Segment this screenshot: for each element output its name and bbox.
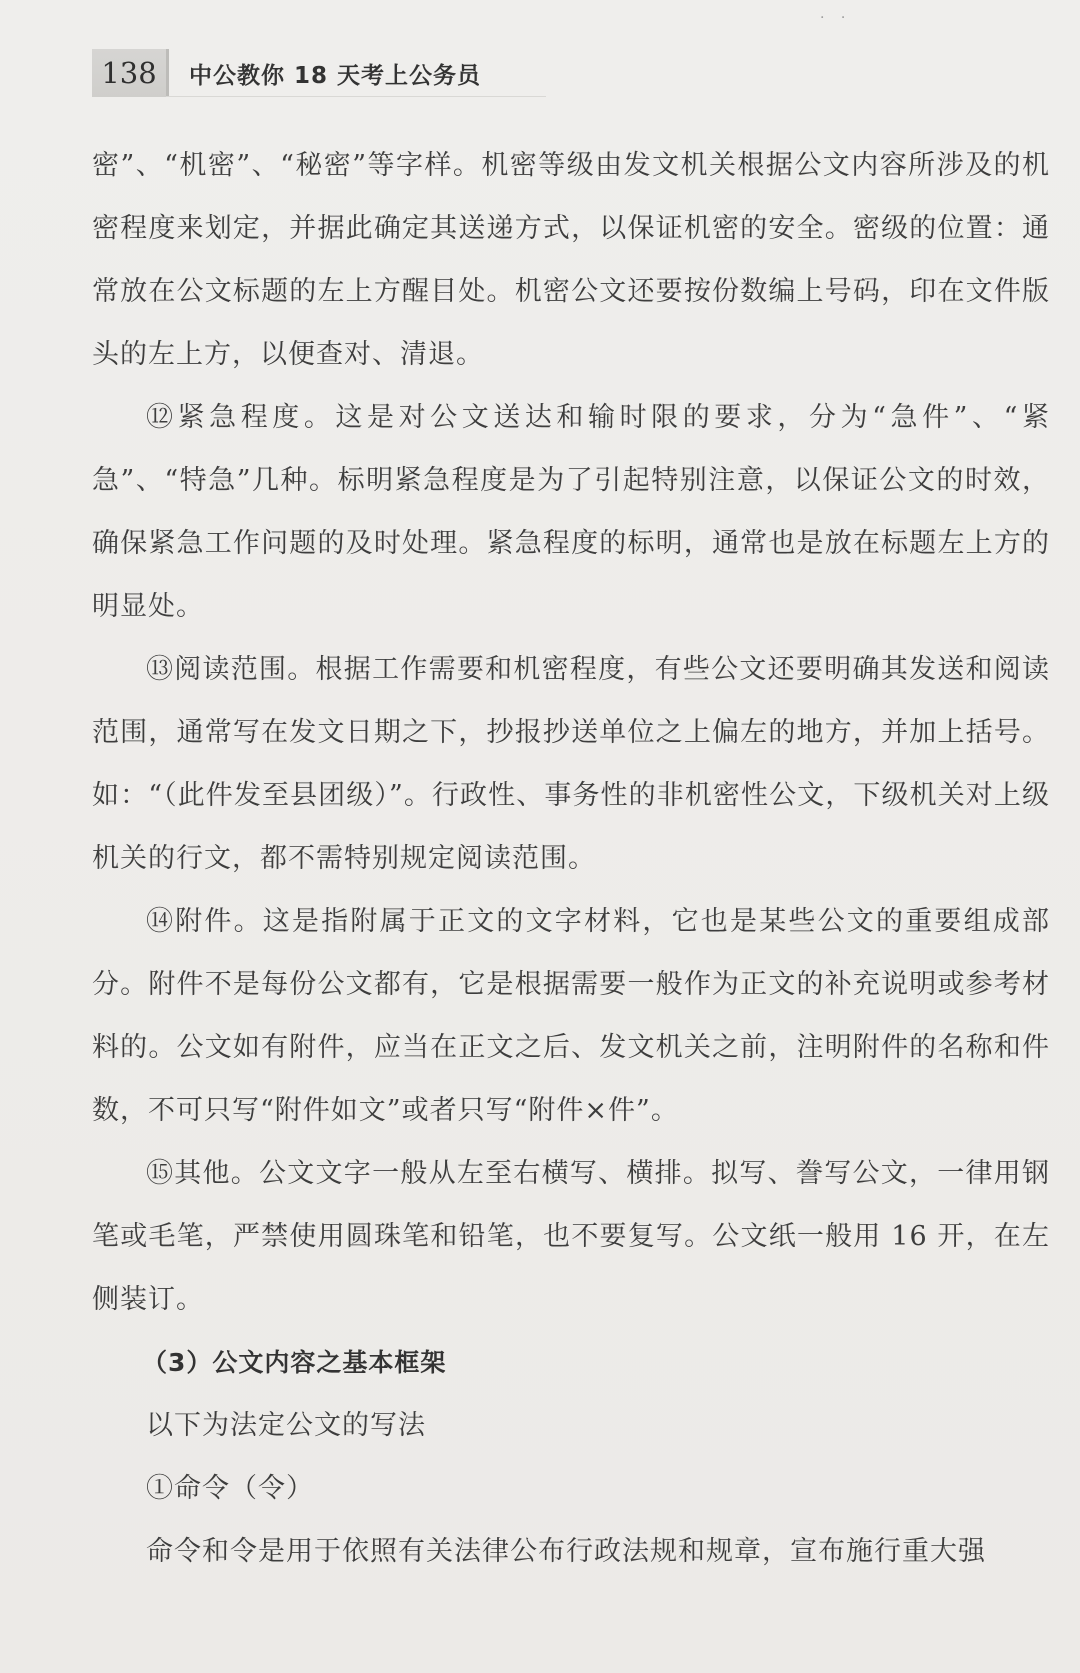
book-title: 中公教你 18 天考上公务员 <box>189 62 482 89</box>
paragraph-confidentiality: 密”、“机密”、“秘密”等字样。机密等级由发文机关根据公文内容所涉及的机密程度来划定，并据此确定其送递方式，以保证机密的安全。密级的位置：通常放在公文标题的左上方醒目处。机密公文还要按份数编上号码，印在文件版头的左上方，以便查对、清退。 <box>92 150 1050 370</box>
section-heading: （3）公文内容之基本框架 <box>142 1348 447 1377</box>
sub-heading: 以下为法定公文的写法 <box>146 1410 426 1441</box>
item-heading-order: ①命令（令） <box>146 1473 314 1504</box>
page-number: 138 <box>92 49 169 97</box>
paragraph-order-definition: 命令和令是用于依照有关法律公布行政法规和规章，宣布施行重大强 <box>146 1536 986 1567</box>
header-rule <box>166 96 546 97</box>
paragraph-urgency: ⑫紧急程度。这是对公文送达和输时限的要求，分为“急件”、“紧急”、“特急”几种。标明紧急程度是为了引起特别注意，以保证公文的时效，确保紧急工作问题的及时处理。紧急程度的标明，通常也是放在标题左上方的明显处。 <box>92 402 1050 622</box>
running-header <box>92 48 481 98</box>
paragraph-attachments: ⑭附件。这是指附属于正文的文字材料，它也是某些公文的重要组成部分。附件不是每份公文都有，它是根据需要一般作为正文的补充说明或参考材料的。公文如有附件，应当在正文之后、发文机关之前，注明附件的名称和件数，不可只写“附件如文”或者只写“附件×件”。 <box>92 906 1050 1126</box>
paragraph-reading-scope: ⑬阅读范围。根据工作需要和机密程度，有些公文还要明确其发送和阅读范围，通常写在发文日期之下，抄报抄送单位之上偏左的地方，并加上括号。如：“（此件发至县团级）”。行政性、事务性的非机密性公文，下级机关对上级机关的行文，都不需特别规定阅读范围。 <box>92 654 1050 874</box>
paragraph-other: ⑮其他。公文文字一般从左至右横写、横排。拟写、誊写公文，一律用钢笔或毛笔，严禁使用圆珠笔和铅笔，也不要复写。公文纸一般用 16 开，在左侧装订。 <box>92 1158 1050 1315</box>
page-body <box>92 134 1050 1583</box>
corner-mark: · · <box>820 10 852 26</box>
